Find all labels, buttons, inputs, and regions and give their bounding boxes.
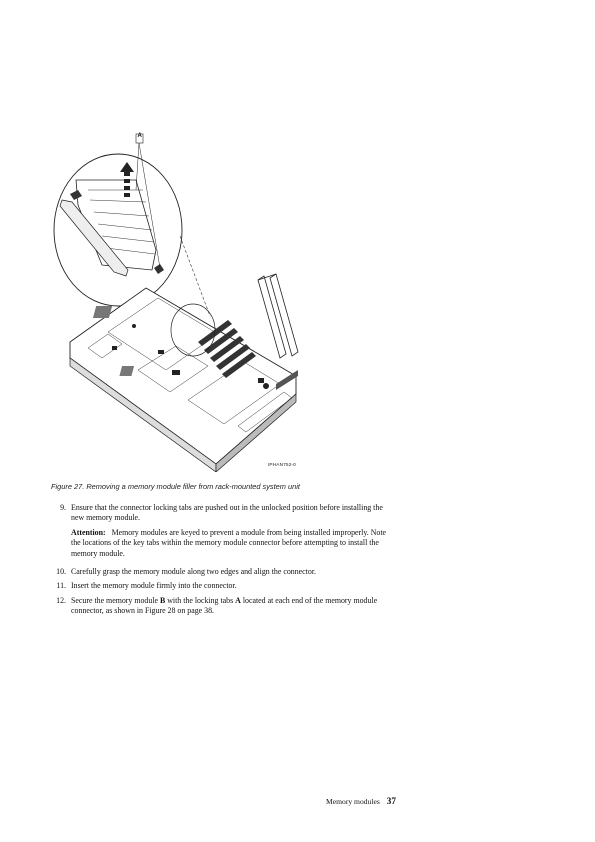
figure-caption: Figure 27. Removing a memory module filler from rack-mounted system unit (51, 482, 300, 491)
attention-label: Attention: (71, 527, 106, 537)
step-10 (51, 567, 391, 577)
step-text (71, 503, 391, 563)
figure-id-label: IPHAN752-0 (268, 463, 296, 468)
step-12-part2: with the locking tabs (165, 595, 236, 605)
step-11 (51, 581, 391, 591)
footer-section: Memory modules (326, 797, 380, 806)
step-text (71, 596, 391, 617)
procedure-steps (51, 503, 391, 621)
figure-illustration (48, 120, 308, 472)
step-number: 10. (56, 567, 66, 577)
step-text-content: Ensure that the connector locking tabs are pushed out in the unlocked position before installing the new memory module. (71, 503, 383, 523)
attention-text: Memory modules are keyed to prevent a module from being installed improperly. Note the locations of the key tabs within the memory module connector before attempting to install the memory module. (71, 527, 387, 558)
attention-note (71, 528, 391, 559)
server-memory-drawing (48, 120, 308, 472)
step-number: 9. (60, 503, 66, 512)
step-12-bold-a: A (235, 595, 241, 605)
step-12-bold-b: B (159, 595, 166, 605)
step-number: 11. (56, 581, 66, 591)
step-text: Insert the memory module firmly into the connector. (71, 581, 237, 591)
step-9 (51, 503, 391, 563)
step-12 (51, 596, 391, 617)
page-number: 37 (386, 796, 396, 806)
callout-a-label: A (137, 133, 142, 139)
step-number: 12. (56, 595, 66, 605)
step-text: Carefully grasp the memory module along two edges and align the connector. (71, 567, 316, 577)
page-footer (326, 796, 396, 806)
step-12-part3: located at each end of the memory module connector, as shown in Figure 28 on page 38. (71, 595, 378, 616)
step-12-part1: Secure the memory module (71, 595, 160, 605)
